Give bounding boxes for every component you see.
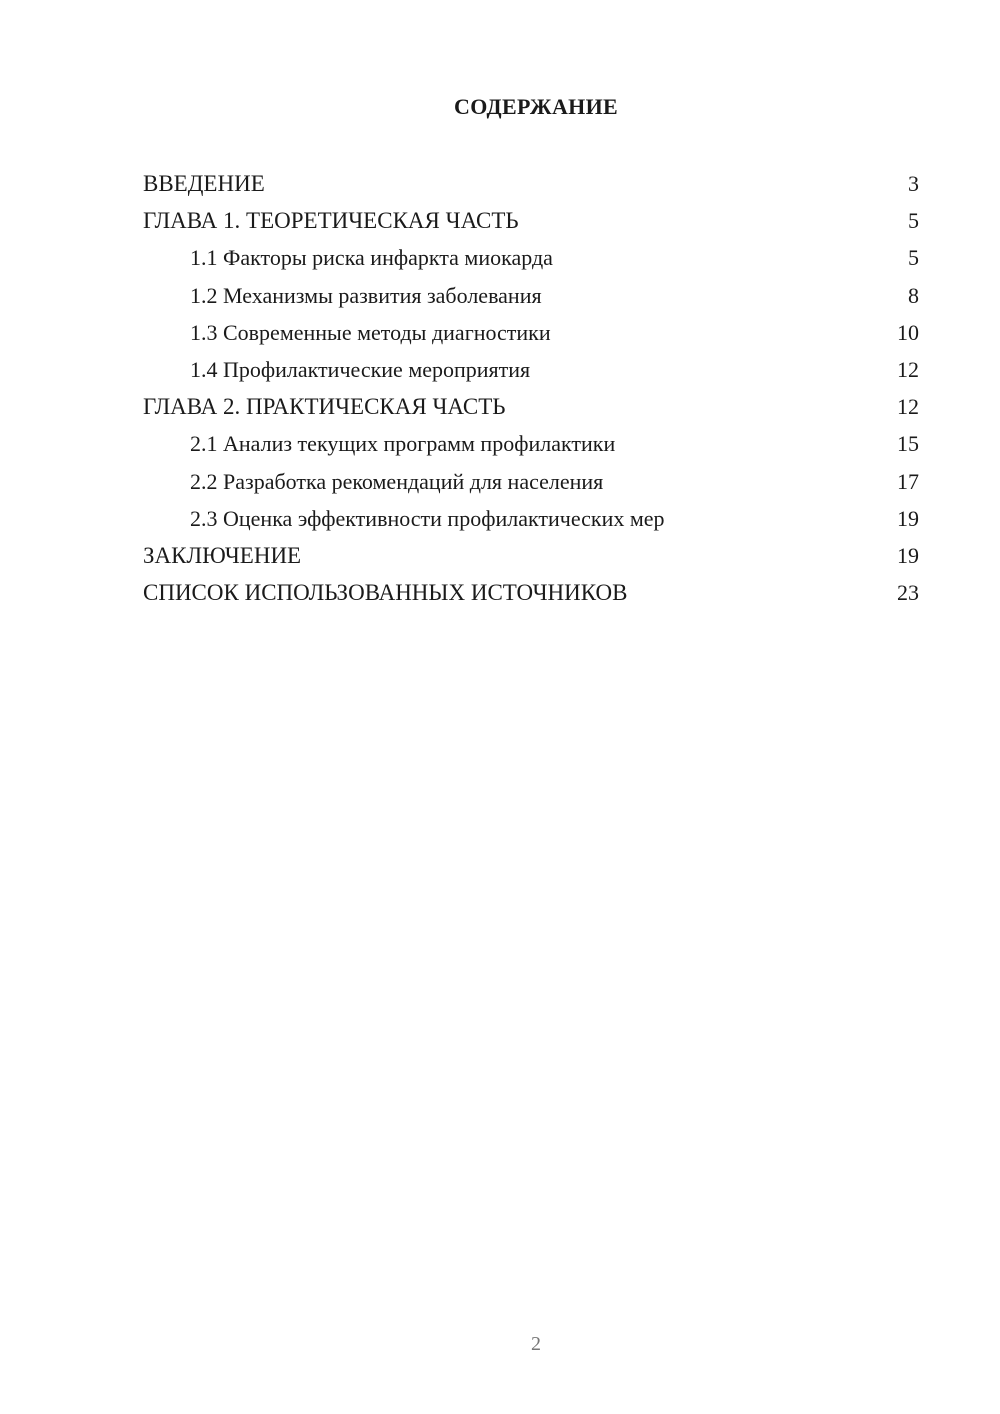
toc-entry-section-2-2[interactable] — [143, 463, 919, 500]
page-number: 2 — [531, 1333, 541, 1355]
toc-entry-page: 10 — [897, 319, 919, 345]
toc-entry-page: 23 — [897, 580, 919, 606]
toc-entry-title: ЗАКЛЮЧЕНИЕ — [143, 542, 302, 568]
toc-entry-section-2-3[interactable] — [143, 500, 919, 537]
toc-entry-section-1-2[interactable] — [143, 277, 919, 314]
toc-entry-page: 17 — [897, 468, 919, 494]
toc-entry-title: ГЛАВА 2. ПРАКТИЧЕСКАЯ ЧАСТЬ — [143, 394, 506, 420]
toc-entry-page: 8 — [908, 282, 919, 308]
table-of-contents — [143, 165, 919, 611]
page-title: СОДЕРЖАНИЕ — [454, 94, 618, 119]
toc-entry-page: 12 — [897, 394, 919, 420]
toc-entry-conclusion[interactable] — [143, 537, 919, 574]
toc-entry-chapter-1[interactable] — [143, 202, 919, 239]
toc-entry-chapter-2[interactable] — [143, 388, 919, 425]
toc-entry-title: ГЛАВА 1. ТЕОРЕТИЧЕСКАЯ ЧАСТЬ — [143, 208, 519, 234]
toc-entry-page: 5 — [908, 208, 919, 234]
toc-entry-title: ВВЕДЕНИЕ — [143, 171, 265, 196]
toc-entry-page: 19 — [897, 505, 919, 531]
toc-entry-page: 3 — [908, 171, 919, 196]
toc-entry-section-1-1[interactable] — [143, 239, 919, 276]
toc-entry-references[interactable] — [143, 574, 919, 611]
toc-entry-title: 1.3 Современные методы диагностики — [190, 319, 551, 345]
toc-entry-section-1-3[interactable] — [143, 314, 919, 351]
toc-entry-section-2-1[interactable] — [143, 425, 919, 462]
toc-entry-page: 19 — [897, 542, 919, 568]
toc-entry-title: 2.1 Анализ текущих программ профилактики — [190, 431, 616, 457]
toc-entry-title: 1.4 Профилактические мероприятия — [190, 356, 531, 382]
toc-entry-section-1-4[interactable] — [143, 351, 919, 388]
toc-entry-page: 5 — [908, 245, 919, 271]
toc-entry-title: СПИСОК ИСПОЛЬЗОВАННЫХ ИСТОЧНИКОВ — [143, 580, 628, 606]
toc-entry-page: 15 — [897, 431, 919, 457]
toc-entry-title: 2.3 Оценка эффективности профилактических мер — [190, 505, 665, 531]
toc-entry-introduction[interactable] — [143, 165, 919, 202]
toc-entry-title: 1.2 Механизмы развития заболевания — [190, 282, 542, 308]
toc-entry-title: 2.2 Разработка рекомендаций для населения — [190, 468, 604, 494]
toc-entry-page: 12 — [897, 356, 919, 382]
toc-entry-title: 1.1 Факторы риска инфаркта миокарда — [190, 245, 553, 271]
